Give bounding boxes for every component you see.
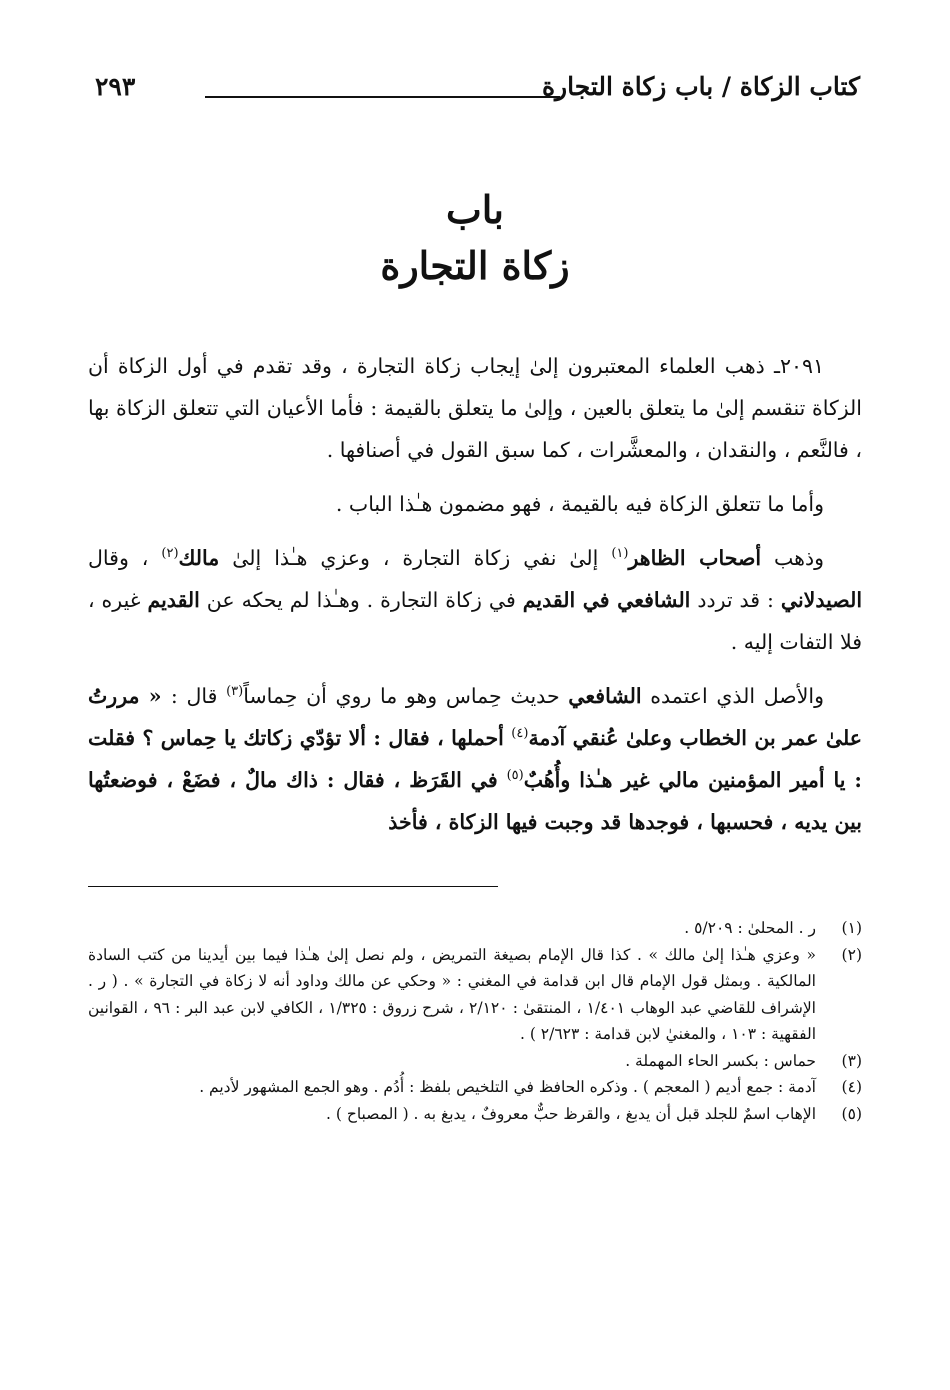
running-title: كتاب الزكاة / باب زكاة التجارة bbox=[541, 72, 860, 101]
footnote-number: (٣) bbox=[841, 1051, 862, 1070]
paragraph-2091: ٢٠٩١ـ ذهب العلماء المعتبرون إلىٰ إيجاب زكاة التجارة ، وقد تقدم في أول الزكاة أن الزكاة تنقسم إلىٰ ما يتعلق بالعين ، وإلىٰ ما يتعلق بالقيمة : فأما الأعيان التي تتعلق الزكاة بها ، فالنَّعم ، والنقدان ، والمعشَّرات ، كما سبق القول في أصنافها . bbox=[88, 354, 862, 462]
running-header bbox=[95, 72, 860, 108]
main-text bbox=[88, 345, 862, 855]
paragraph-zahiri-view bbox=[88, 537, 862, 663]
footnote-item bbox=[88, 942, 862, 1048]
footnote-number: (٢) bbox=[841, 945, 862, 964]
footnote-separator bbox=[88, 886, 498, 887]
footnote-item bbox=[88, 915, 862, 942]
footnote-item bbox=[88, 1074, 862, 1101]
footnotes bbox=[88, 915, 862, 1127]
footnote-number: (١) bbox=[841, 919, 862, 937]
chapter-heading-line1: باب bbox=[446, 187, 504, 232]
paragraph-value-zakat: وأما ما تتعلق الزكاة فيه بالقيمة ، فهو مضمون هـٰذا الباب . bbox=[335, 492, 824, 516]
text-run: ، وقال bbox=[88, 546, 162, 570]
bold-term: الصيدلاني bbox=[780, 588, 863, 612]
footnote-number: (٤) bbox=[841, 1078, 862, 1096]
text-run: إلىٰ نفي زكاة التجارة ، وعزي هـٰذا إلىٰ bbox=[219, 546, 612, 570]
footnote-text: الإهاب اسمٌ للجلد قبل أن يدبغ ، والقرظ حبٌّ معروفٌ ، يدبغ به . ( المصباح ) . bbox=[325, 1104, 816, 1123]
footnote-ref-4: (٤) bbox=[511, 726, 529, 742]
footnote-number: (٥) bbox=[841, 1104, 862, 1123]
header-rule bbox=[205, 96, 560, 98]
footnote-text: حماس : بكسر الحاء المهملة . bbox=[625, 1051, 816, 1070]
footnote-ref-2: (٢) bbox=[161, 546, 179, 562]
footnote-item bbox=[88, 1048, 862, 1075]
text-run: والأصل الذي اعتمده bbox=[641, 684, 825, 708]
text-run: : قد تردد bbox=[690, 588, 781, 612]
hadith-quote: في القَرَظ ، فقال : ذاك مالٌ ، فضَعْ ، فوضعتُها بين يديه ، فحسبها ، فوجدها قد وجبت فيها الزكاة ، فأخذ bbox=[88, 768, 862, 834]
text-run: في زكاة التجارة . وهـٰذا لم يحكه عن bbox=[199, 588, 523, 612]
bold-term: مالك bbox=[178, 546, 220, 570]
page-number: ٢٩٣ bbox=[95, 72, 136, 101]
footnote-text: « وعزي هـٰذا إلىٰ مالك » . كذا قال الإمام بصيغة التمريض ، ولم نصل إلىٰ هـٰذا فيما بين أيدينا من كتب السادة المالكية . وبمثل قول الإمام قال ابن قدامة في المغني : « وحكي عن مالك وداود أنه لا زكاة في التجارة » . ( ر . الإشراف للقاضي عبد الوهاب ١/٤٠١ ، المنتقىٰ : ٢/١٢٠ ، شرح زروق : ١/٣٢٥ ، الكافي لابن عبد البر : ٩٦ ، القوانين الفقهية : ١٠٣ ، والمغنيٰ لابن قدامة : ٢/٦٢٣ ) . bbox=[88, 945, 816, 1043]
text-run: قال : bbox=[170, 684, 227, 708]
hadith-quote: « مررتُ علىٰ عمر بن الخطاب وعلىٰ عُنقي آدمة bbox=[88, 684, 862, 750]
hadith-quote: أحملها ، فقال : ألا تؤدّي زكاتك يا حِماس ؟ فقلت : يا أمير المؤمنين مالي غير هـٰذا وأُهُبٌ bbox=[88, 726, 863, 792]
footnote-ref-5: (٥) bbox=[506, 768, 524, 784]
footnote-text: ر . المحلىٰ : ٥/٢٠٩ . bbox=[684, 919, 816, 937]
bold-term: الشافعي bbox=[568, 684, 642, 708]
text-run: وذهب bbox=[761, 546, 824, 570]
footnote-ref-1: (١) bbox=[611, 546, 629, 562]
text-run: غيره ، فلا التفات إليه . bbox=[88, 588, 862, 654]
chapter-heading-line2: زكاة التجارة bbox=[380, 243, 570, 288]
paragraph-himas-hadith bbox=[88, 675, 862, 843]
footnote-item bbox=[88, 1101, 862, 1128]
bold-term: أصحاب الظاهر bbox=[628, 546, 762, 570]
footnote-text: آدمة : جمع أديم ( المعجم ) . وذكره الحافظ في التلخيص بلفظ : أُدُم . وهو الجمع المشهور لأديم . bbox=[199, 1078, 816, 1096]
footnote-ref-3: (٣) bbox=[226, 684, 244, 700]
bold-term: الشافعي في القديم bbox=[522, 588, 691, 612]
text-run: حديث حِماس وهو ما روي أن حِماساً bbox=[243, 684, 569, 708]
bold-term: القديم bbox=[147, 588, 200, 612]
chapter-heading bbox=[0, 182, 950, 294]
